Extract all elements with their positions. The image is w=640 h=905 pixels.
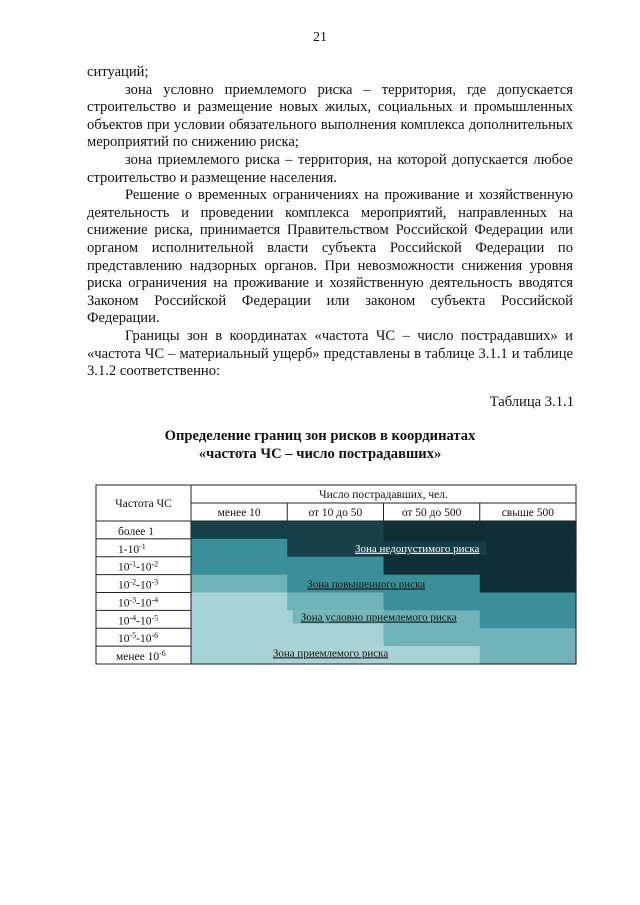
column-header: от 50 до 500 — [401, 507, 462, 519]
column-header: свыше 500 — [501, 507, 555, 519]
zone-cell — [191, 628, 288, 646]
zone-cell — [480, 575, 577, 593]
table-caption: Таблица 3.1.1 — [489, 394, 574, 410]
zone-cell — [480, 557, 577, 575]
zone-cell — [480, 646, 577, 664]
zone-cell — [480, 539, 577, 557]
zone-label: Зона приемлемого риска — [272, 647, 389, 660]
zone-label: Зона условно приемлемого риска — [300, 611, 457, 624]
zone-cell — [384, 646, 481, 664]
paragraph: ситуаций; — [87, 64, 149, 80]
zone-cell — [480, 610, 577, 628]
zone-cell — [191, 575, 288, 593]
row-label: $1-10^{-1}$ — [118, 541, 146, 556]
zone-cell — [287, 557, 384, 575]
zone-label: Зона недопустимого риска — [354, 542, 480, 555]
zone-cell — [191, 539, 288, 557]
paragraph: Границы зон в координатах «частота ЧС – число пострадавших» и «частота ЧС – материальный ущерб» представлены в таблице 3.1.1 и таблице 3.1.2 соответственно: — [87, 327, 573, 380]
row-label: $10^{-5}-10^{-6}$ — [118, 630, 159, 646]
zone-cell — [191, 593, 288, 611]
zone-cell — [287, 628, 384, 646]
zone-cell — [384, 628, 481, 646]
row-label: более 1 — [118, 525, 155, 538]
table-title-line: Определение границ зон рисков в координатах — [164, 428, 476, 444]
column-header: от 10 до 50 — [308, 507, 363, 519]
paragraph: зона условно приемлемого риска – территория, где допускается строительство и размещение новых жилых, социальных и промышленных объектов при условии обязательного выполнения комплекса дополнительных мероприятий по снижению риска; — [87, 81, 573, 151]
zone-cell — [480, 628, 577, 646]
zone-cell — [384, 557, 481, 575]
zone-cell — [191, 521, 288, 539]
row-header-label: Частота ЧС — [115, 498, 172, 510]
row-label: $10^{-1}-10^{-2}$ — [118, 559, 159, 574]
column-group-header: Число пострадавших, чел. — [319, 489, 448, 501]
zone-cell — [287, 521, 384, 539]
row-label: менее $10^{-6}$ — [116, 648, 166, 663]
paragraph: зона приемлемого риска – территория, на которой допускается любое строительство и размещение населения. — [87, 151, 573, 186]
zone-cell — [287, 593, 384, 611]
row-label: $10^{-2}-10^{-3}$ — [118, 577, 159, 592]
zone-cell — [191, 610, 288, 628]
paragraph: Решение о временных ограничениях на проживание и хозяйственную деятельность и проведении комплекса мероприятий, направленных на снижение риска, принимается Правительством Российской Федерации или органом исполнительной власти субъекта Российской Федерации по представлению надзорных органов. При невозможности снижения уровня риска ограничения на проживание и хозяйственную деятельность вводятся Законом Российской Федерации или законом субъекта Российской Федерации. — [87, 187, 573, 327]
table-title-line: «частота ЧС – число пострадавших» — [198, 445, 442, 462]
page-number: 21 — [313, 30, 327, 45]
zone-cell — [480, 593, 577, 611]
column-header: менее 10 — [217, 507, 261, 519]
zone-cell — [480, 521, 577, 539]
zone-label: Зона повышенного риска — [307, 578, 426, 591]
zone-cell — [384, 593, 481, 611]
row-label: $10^{-3}-10^{-4}$ — [118, 594, 159, 610]
zone-cell — [191, 557, 288, 575]
row-label: $10^{-4}-10^{-5}$ — [118, 612, 159, 628]
zone-cell — [384, 521, 481, 539]
